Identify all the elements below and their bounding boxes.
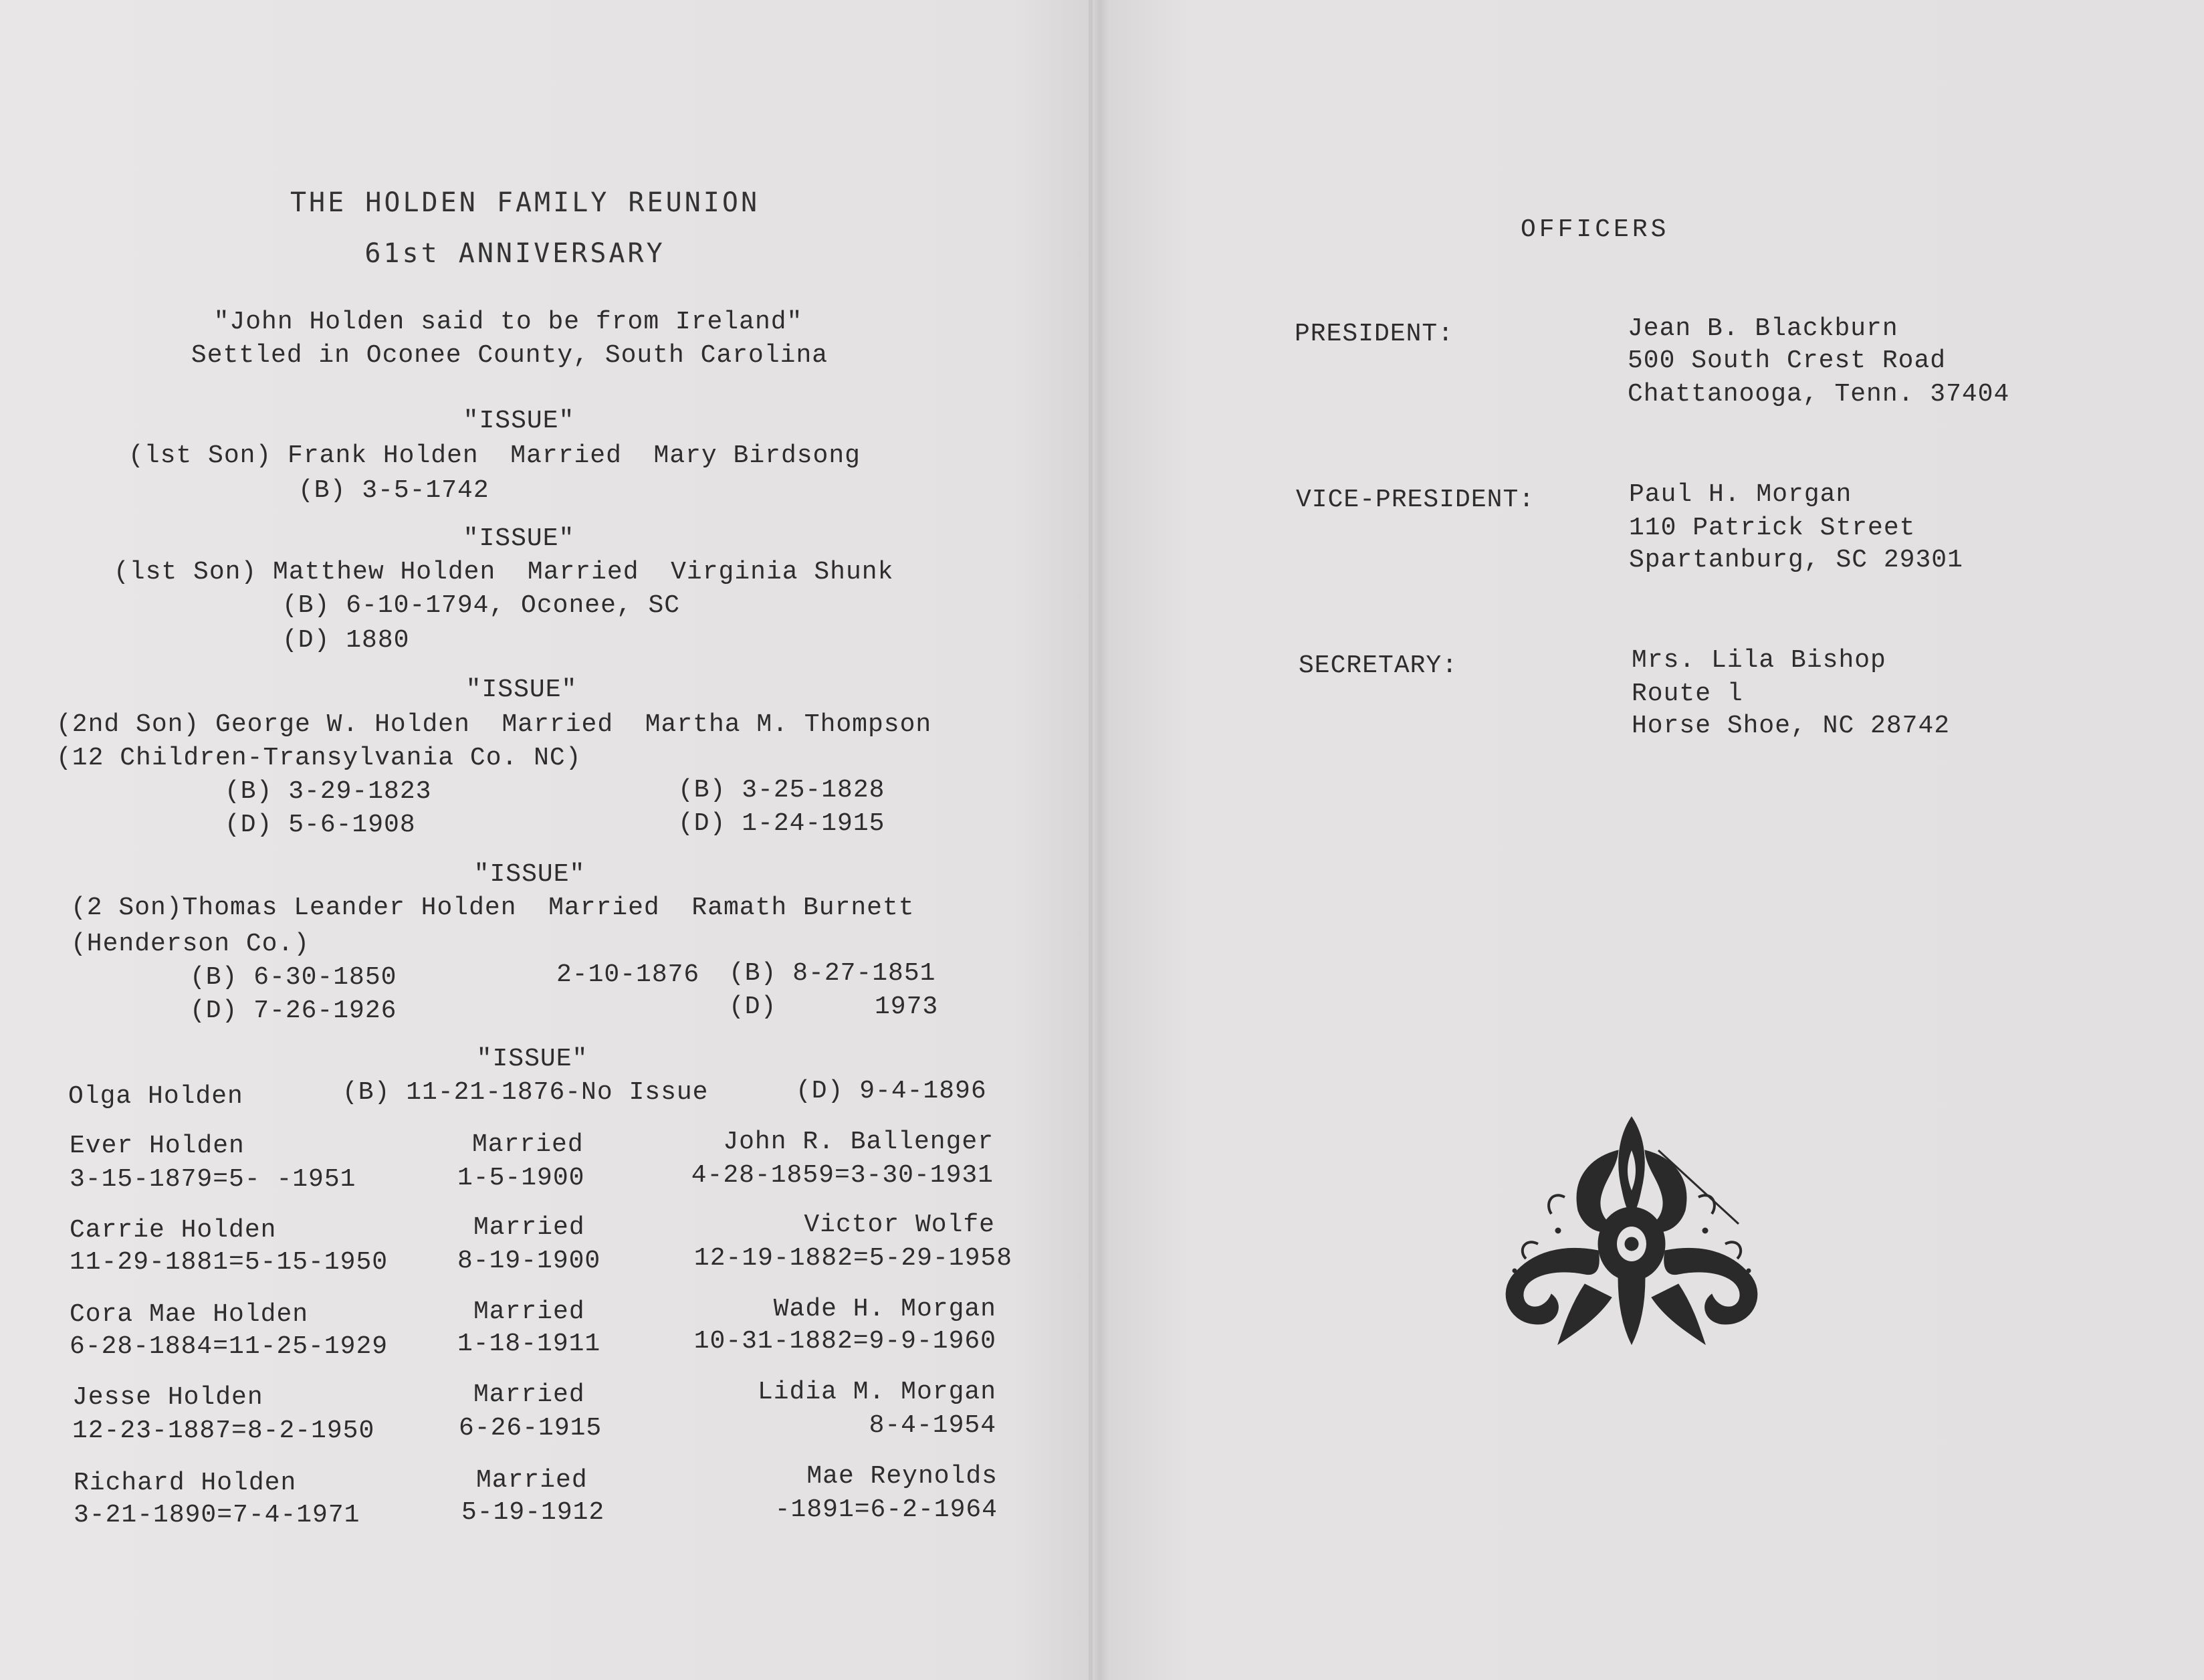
spouse-dates: 12-19-1882=5-29-1958 bbox=[693, 1244, 1012, 1273]
officer-line: 110 Patrick Street bbox=[1629, 514, 1916, 542]
spouse-name: Victor Wolfe bbox=[804, 1211, 995, 1239]
married-date: 1-18-1911 bbox=[457, 1330, 601, 1358]
gen4-died-left: (D) 7-26-1926 bbox=[190, 996, 397, 1025]
married-label: Married bbox=[473, 1297, 585, 1326]
married-label: Married bbox=[473, 1213, 585, 1242]
officer-line: Mrs. Lila Bishop bbox=[1632, 646, 1886, 675]
fleur-ornament-icon bbox=[1484, 1110, 1779, 1358]
spouse-name: John R. Ballenger bbox=[723, 1128, 994, 1156]
child-name: Carrie Holden bbox=[70, 1216, 277, 1245]
officer-line: Route l bbox=[1632, 679, 1743, 708]
child-dates: 3-15-1879=5- -1951 bbox=[70, 1165, 356, 1194]
gen4-note: (Henderson Co.) bbox=[71, 930, 310, 958]
married-label: Married bbox=[473, 1380, 585, 1409]
spouse-dates: 10-31-1882=9-9-1960 bbox=[693, 1327, 996, 1356]
issue-heading: "ISSUE" bbox=[476, 1045, 588, 1073]
issue-heading: "ISSUE" bbox=[465, 675, 578, 704]
reunion-title: THE HOLDEN FAMILY REUNION bbox=[290, 187, 760, 218]
child-dates: 12-23-1887=8-2-1950 bbox=[72, 1416, 375, 1445]
gen3-died-left: (D) 5-6-1908 bbox=[225, 811, 416, 839]
spouse-name: Wade H. Morgan bbox=[773, 1295, 996, 1324]
married-label: Married bbox=[472, 1130, 584, 1159]
child-name: Ever Holden bbox=[70, 1132, 245, 1160]
married-date: 1-5-1900 bbox=[457, 1164, 585, 1192]
child-name: Richard Holden bbox=[74, 1469, 297, 1497]
spouse-dates: -1891=6-2-1964 bbox=[774, 1495, 998, 1524]
gen3-line: (2nd Son) George W. Holden Married Martha M. Thompson bbox=[56, 710, 932, 739]
spouse-name: Mae Reynolds bbox=[806, 1462, 998, 1491]
gen1-born: (B) 3-5-1742 bbox=[298, 476, 489, 505]
gen2-died: (D) 1880 bbox=[282, 626, 410, 655]
child-dates: 6-28-1884=11-25-1929 bbox=[70, 1332, 389, 1361]
gen2-born: (B) 6-10-1794, Oconee, SC bbox=[282, 591, 681, 620]
child-name: Cora Mae Holden bbox=[70, 1300, 309, 1329]
spouse-dates: 4-28-1859=3-30-1931 bbox=[691, 1161, 994, 1190]
child-dates: 11-29-1881=5-15-1950 bbox=[70, 1248, 389, 1277]
gen4-born-right: (B) 8-27-1851 bbox=[729, 959, 936, 988]
officer-line: Horse Shoe, NC 28742 bbox=[1632, 712, 1951, 740]
gen3-born-right: (B) 3-25-1828 bbox=[678, 776, 885, 805]
spouse-name: Lidia M. Morgan bbox=[757, 1378, 996, 1406]
settled-line: Settled in Oconee County, South Carolina bbox=[191, 341, 829, 370]
gen4-line: (2 Son)Thomas Leander Holden Married Ramath Burnett bbox=[71, 894, 915, 922]
gen2-line: (lst Son) Matthew Holden Married Virginia Shunk bbox=[114, 558, 894, 587]
gen3-born-left: (B) 3-29-1823 bbox=[225, 777, 432, 806]
gen4-died-right-year: 1973 bbox=[875, 992, 939, 1021]
gen3-died-right: (D) 1-24-1915 bbox=[678, 809, 885, 838]
child-dates: 3-21-1890=7-4-1971 bbox=[74, 1501, 360, 1530]
gen4-marriage-date: 2-10-1876 bbox=[556, 960, 700, 989]
officer-line: Jean B. Blackburn bbox=[1628, 314, 1898, 343]
married-date: 5-19-1912 bbox=[461, 1498, 605, 1527]
officer-line: Chattanooga, Tenn. 37404 bbox=[1628, 380, 2010, 409]
gen3-note: (12 Children-Transylvania Co. NC) bbox=[56, 744, 582, 772]
officers-heading: OFFICERS bbox=[1521, 215, 1670, 244]
gen1-line: (lst Son) Frank Holden Married Mary Birdsong bbox=[128, 441, 861, 470]
married-date: 8-19-1900 bbox=[457, 1247, 601, 1275]
officer-line: Paul H. Morgan bbox=[1629, 480, 1852, 509]
gen4-died-right-label: (D) bbox=[729, 992, 777, 1021]
anniversary-subtitle: 61st ANNIVERSARY bbox=[364, 238, 665, 269]
officer-line: Spartanburg, SC 29301 bbox=[1629, 546, 1963, 574]
olga-born: (B) 11-21-1876-No Issue bbox=[342, 1078, 709, 1107]
issue-heading: "ISSUE" bbox=[463, 524, 575, 553]
center-fold bbox=[1089, 0, 1093, 1680]
officer-role: VICE-PRESIDENT: bbox=[1296, 486, 1535, 514]
olga-died: (D) 9-4-1896 bbox=[796, 1077, 987, 1106]
origin-quote: "John Holden said to be from Ireland" bbox=[213, 308, 803, 336]
married-label: Married bbox=[476, 1466, 588, 1495]
issue-heading: "ISSUE" bbox=[473, 860, 586, 889]
gen4-born-left: (B) 6-30-1850 bbox=[190, 963, 397, 992]
officer-line: 500 South Crest Road bbox=[1628, 346, 1947, 375]
officer-role: SECRETARY: bbox=[1299, 651, 1458, 680]
spouse-dates: 8-4-1954 bbox=[869, 1411, 996, 1440]
officer-role: PRESIDENT: bbox=[1295, 320, 1454, 348]
married-date: 6-26-1915 bbox=[459, 1414, 602, 1443]
olga-name: Olga Holden bbox=[68, 1082, 243, 1111]
child-name: Jesse Holden bbox=[72, 1383, 263, 1412]
issue-heading: "ISSUE" bbox=[463, 407, 575, 435]
